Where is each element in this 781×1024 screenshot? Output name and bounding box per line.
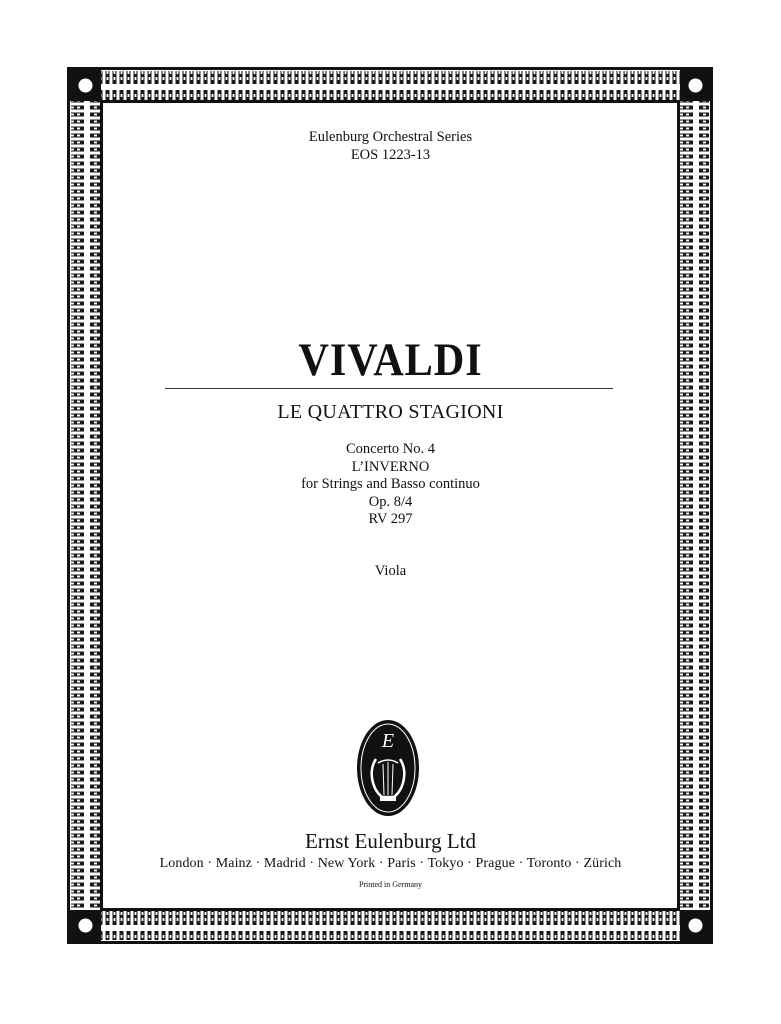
series-number: EOS 1223-13 [350,147,431,163]
catalogue-number: RV 297 [368,511,413,527]
concerto-number: Concerto No. 4 [346,441,435,457]
composer-name: VIVALDI [298,334,483,386]
work-title: LE QUATTRO STAGIONI [277,401,504,423]
instrument-part: Viola [374,563,407,579]
title-rule [165,388,613,389]
work-details [0,441,781,529]
logo-letter: E [381,730,395,752]
series-name: Eulenburg Orchestral Series [308,129,473,145]
printed-note: Printed in Germany [358,880,423,889]
concerto-subtitle: L’INVERNO [351,458,430,475]
scoring: for Strings and Basso continuo [301,476,480,492]
series-info [0,128,781,164]
publisher-cities: London · Mainz · Madrid · New York · Paris · Tokyo · Prague · Toronto · Zürich [159,856,622,871]
opus-number: Op. 8/4 [368,493,413,510]
lyre-logo-icon [356,719,420,817]
publisher-name: Ernst Eulenburg Ltd [304,829,477,853]
